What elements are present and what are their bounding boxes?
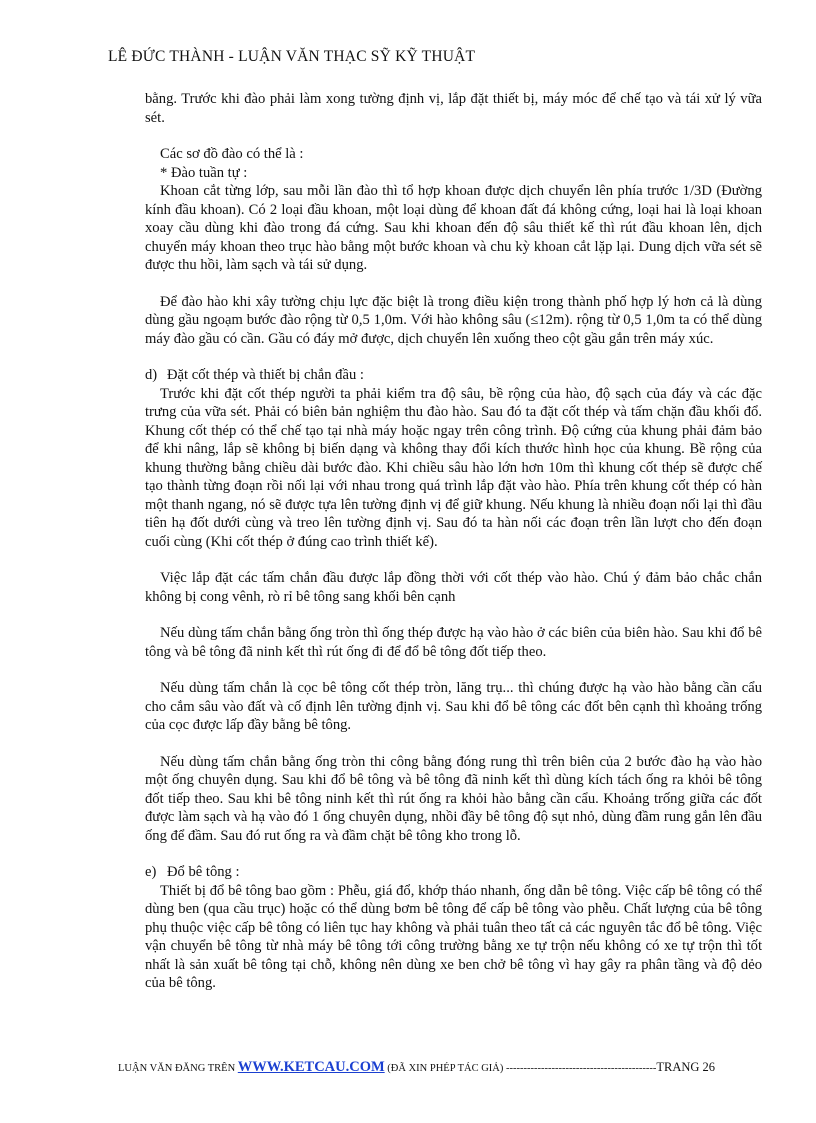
footer-suffix: (ĐÃ XIN PHÉP TÁC GIẢ) ------------------------------------------- [384, 1063, 657, 1074]
paragraph: Trước khi đặt cốt thép người ta phải kiểm tra độ sâu, bề rộng của hào, độ sạch của đáy và các đặc trưng của vữa sét. Phải có biên bản nghiệm thu đào hào. Sau đó ta đặt cốt thép và tấm chặn đầu khối đổ. Khung cốt thép có thể chế tạo tại nhà máy hoặc ngay trên công trình. Độ cứng của khung phải đảm bảo để khi nâng, lắp sẽ không bị biến dạng và không thay đổi kích thước hình học của khung. Bề rộng của khung thường bằng chiều dài bước đào. Khi chiều sâu hào lớn hơn 10m thì khung cốt thép sẽ được chế tạo thành từng đoạn rồi nối lại với nhau trong quá trình lắp đặt vào hào. Phía trên khung cốt thép có hàn một thanh ngang, nó sẽ được tựa lên tường định vị để giữ khung. Nếu khung là nhiều đoạn nối lại thì đầu tiên hạ đốt dưới cùng và treo lên tường định vị. Sau đó ta hàn nối các đoạn trên lần lượt cho đến đoạn cuối cùng (Khi cốt thép ở đúng cao trình thiết kế). [145, 385, 762, 550]
paragraph: Thiết bị đổ bê tông bao gồm : Phễu, giá đổ, khớp tháo nhanh, ống dẫn bê tông. Việc cấp bê tông có thể dùng ben (qua cầu trục) hoặc có thể dùng bơm bê tông để cấp bê tông vào phễu. Chất lượng của bê tông phụ thuộc việc cấp bê tông có liên tục hay không và phải tuân theo tất cả các nguyên tắc đổ bê tông. Việc vận chuyển bê tông từ nhà máy bê tông tới công trường bằng xe tự trộn nếu không có xe tự trộn thì tốt nhất là sản xuất bê tông tại chỗ, không nên dùng xe ben chở bê tông vì hay gây ra phân tầng và độ dẻo của bê tông. [145, 882, 762, 991]
page-footer [118, 1059, 715, 1076]
paragraph: Việc lắp đặt các tấm chắn đầu được lắp đồng thời với cốt thép vào hào. Chú ý đảm bảo chắc chắn không bị cong vênh, rò rỉ bê tông sang khối bên cạnh [145, 570, 762, 605]
section-heading-d [145, 366, 762, 385]
paragraph: Nếu dùng tấm chắn là cọc bê tông cốt thép tròn, lăng trụ... thì chúng được hạ vào hào bằng cần cẩu cho cắm sâu vào đất và cố định lên tường định vị. Sau khi đổ bê tông các đốt bên cạnh thì khoảng trống của cọc được lấp đầy bằng bê tông. [145, 680, 762, 733]
paragraph: Các sơ đồ đào có thể là : [160, 146, 304, 162]
document-body [145, 90, 762, 993]
section-label: e) [145, 864, 157, 880]
footer-website-link[interactable]: WWW.KETCAU.COM [237, 1059, 385, 1075]
footer-prefix: LUẬN VĂN ĐĂNG TRÊN [118, 1063, 238, 1074]
page-number: TRANG 26 [656, 1060, 716, 1074]
section-heading-e [145, 863, 762, 882]
paragraph: Nếu dùng tấm chắn bằng ống tròn thi công bằng đóng rung thì trên biên của 2 bước đào hạ vào hào một ống chuyên dụng. Sau khi đổ bê tông và bê tông đã ninh kết thì dùng kích tách ống ra khỏi bê tông đốt tiếp theo. Sau khi bê tông ninh kết thì rút ống ra khỏi hào bằng cần cẩu. Khoảng trống giữa các đốt được làm sạch và hạ vào đó 1 ống chuyên dụng, nhồi đầy bê tông độ sụt nhỏ, dùng đầm rung gắn lên đầu ống để đầm. Sau đó rut ống ra và đầm chặt bê tông kho trong lỗ. [145, 753, 762, 844]
subheading: * Đào tuần tự : [160, 164, 248, 181]
paragraph: bằng. Trước khi đào phải làm xong tường định vị, lắp đặt thiết bị, máy móc để chế tạo và tái xử lý vữa sét. [145, 91, 762, 126]
section-title: Đặt cốt thép và thiết bị chắn đầu : [167, 367, 364, 383]
section-title: Đổ bê tông : [167, 864, 240, 880]
section-label: d) [145, 367, 158, 383]
paragraph: Nếu dùng tấm chắn bằng ống tròn thì ống thép được hạ vào hào ở các biên của biên hào. Sau khi đổ bê tông và bê tông đã ninh kết thì rút ống đi để đổ bê tông đốt tiếp theo. [145, 625, 762, 660]
paragraph: Khoan cắt từng lớp, sau mỗi lần đào thì tổ hợp khoan được dịch chuyển lên phía trước 1/3D (Đường kính đầu khoan). Có 2 loại đầu khoan, một loại dùng để khoan đất đá không cứng, loại hai là loại khoan xoay cầu dùng khi đào trong đá cứng. Sau khi khoan đến độ sâu thiết kế thì rút đầu khoan lên, dịch chuyển máy khoan theo trục hào bằng một bước khoan và chu kỳ khoan cắt lặp lại. Dung dịch vữa sét sẽ được thu hồi, làm sạch và tái sử dụng. [145, 183, 762, 273]
page-header: LÊ ĐỨC THÀNH - LUẬN VĂN THẠC SỸ KỸ THUẬT [108, 48, 476, 65]
paragraph: Để đào hào khi xây tường chịu lực đặc biệt là trong điều kiện trong thành phố hợp lý hơn cả là dùng dùng gầu ngoạm bước đào rộng từ 0,5 1,0m. Với hào không sâu (≤12m). rộng từ 0,5 1,0m ta có thể dùng máy đào gầu có cần. Gầu có đáy mở được, dịch chuyển lên xuống theo cột gầu gắn trên máy xúc. [145, 293, 762, 347]
